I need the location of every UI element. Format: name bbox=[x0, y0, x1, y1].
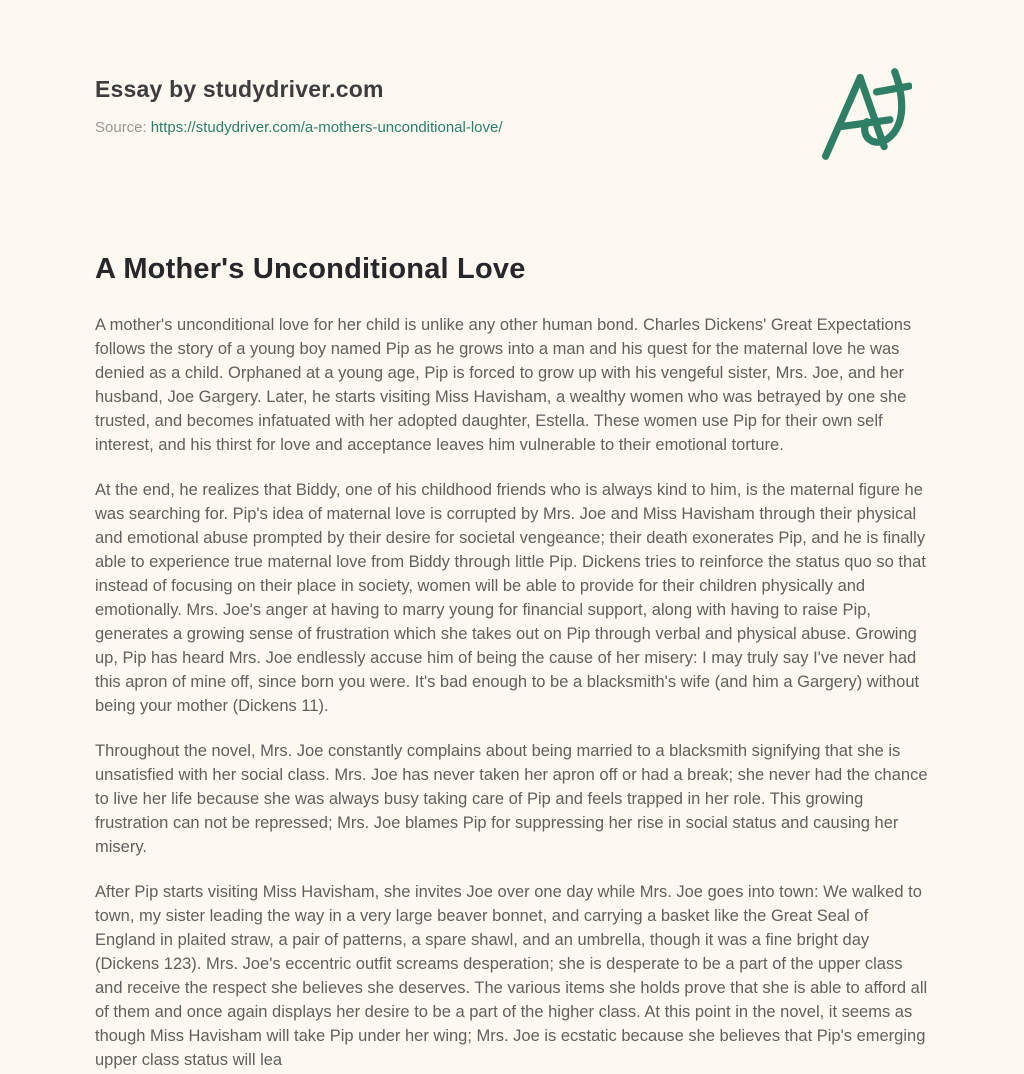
essay-paragraph-2: At the end, he realizes that Biddy, one of his childhood friends who is always kind to him, is the maternal figure he was searching for. Pip's idea of maternal love is corrupted by Mrs. Joe and Miss Havisham through their physical and emotional abuse prompted by their desire for societal vengeance; their death exonerates Pip, and he is finally able to experience true maternal love from Biddy through little Pip. Dickens tries to reinforce the status quo so that instead of focusing on their place in society, women will be able to provide for their children physically and emotionally. Mrs. Joe's anger at having to marry young for financial support, along with having to raise Pip, generates a growing sense of frustration which she takes out on Pip through verbal and physical abuse. Growing up, Pip has heard Mrs. Joe endlessly accuse him of being the cause of her misery: I may truly say I've never had this apron of mine off, since born you were. It's bad enough to be a blacksmith's wife (and him a Gargery) without being your mother (Dickens 11). bbox=[95, 481, 926, 715]
essay-paragraph-3: Throughout the novel, Mrs. Joe constantly complains about being married to a blacksmith signifying that she is unsatisfied with her social class. Mrs. Joe has never taken her apron off or had a break; she never had the chance to live her life because she was always busy taking care of Pip and feels trapped in her role. This growing frustration can not be repressed; Mrs. Joe blames Pip for suppressing her rise in social status and causing her misery. bbox=[95, 742, 928, 856]
essay-paragraph-4: After Pip starts visiting Miss Havisham, she invites Joe over one day while Mrs. Joe goes into town: We walked to town, my sister leading the way in a very large beaver bonnet, and carrying a basket like the Great Seal of England in plaited straw, a pair of patterns, a spare shawl, and an umbrella, though it was a fine bright day (Dickens 123). Mrs. Joe's eccentric outfit screams desperation; she is desperate to be a part of the upper class and receive the respect she believes she deserves. The various items she holds prove that she is able to afford all of them and once again displays her desire to be a part of the higher class. At this point in the novel, it seems as though Miss Havisham will take Pip under her wing; Mrs. Joe is ecstatic because she believes that Pip's emerging upper class status will lea bbox=[95, 883, 928, 1069]
essay-content bbox=[95, 252, 928, 1074]
source-line bbox=[95, 119, 503, 136]
source-url-link[interactable]: https://studydriver.com/a-mothers-unconditional-love/ bbox=[150, 119, 503, 136]
header-title: Essay by studydriver.com bbox=[95, 76, 384, 102]
page-header bbox=[95, 76, 503, 136]
essay-paragraph-1: A mother's unconditional love for her child is unlike any other human bond. Charles Dickens' Great Expectations follows the story of a young boy named Pip as he grows into a man and his quest for the maternal love he was denied as a child. Orphaned at a young age, Pip is forced to grow up with his vengeful sister, Mrs. Joe, and her husband, Joe Gargery. Later, he starts visiting Miss Havisham, a wealthy women who was betrayed by one she trusted, and becomes infatuated with her adopted daughter, Estella. These women use Pip for their own self interest, and his thirst for love and acceptance leaves him vulnerable to their emotional torture. bbox=[95, 316, 912, 454]
source-label: Source: bbox=[95, 119, 147, 136]
studydriver-a-plus-logo-icon bbox=[816, 64, 912, 164]
essay-title: A Mother's Unconditional Love bbox=[95, 253, 526, 285]
